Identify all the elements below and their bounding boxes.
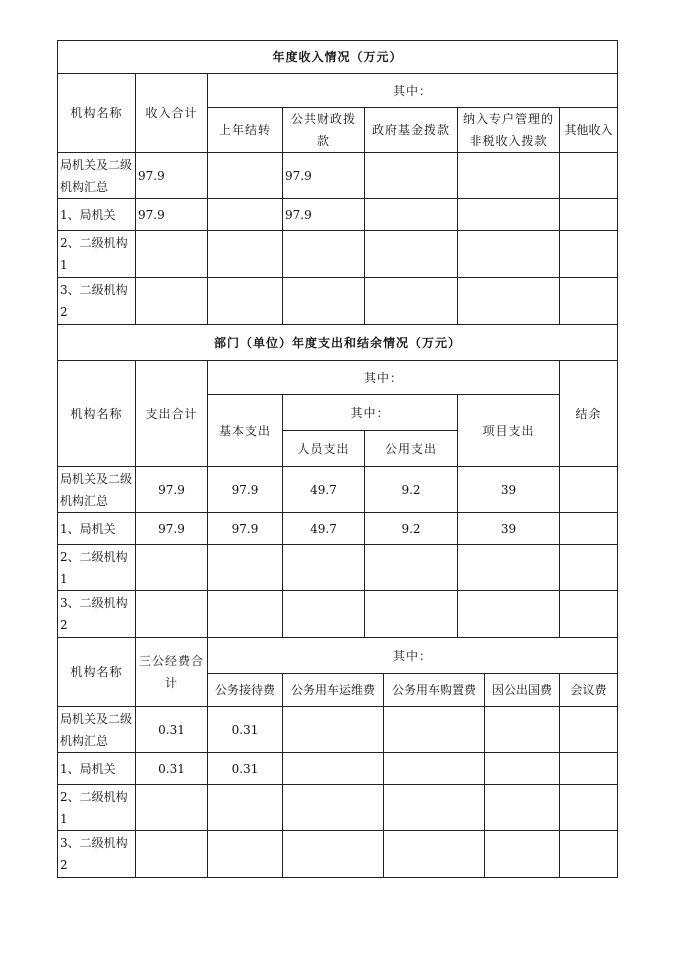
expense-project: 39 bbox=[458, 467, 560, 513]
org-name: 1、局机关 bbox=[58, 513, 136, 545]
income-other bbox=[560, 278, 618, 325]
income-fund bbox=[365, 278, 458, 325]
expense-project bbox=[458, 545, 560, 591]
sangong-car-buy bbox=[384, 785, 485, 831]
org-name: 3、二级机构2 bbox=[58, 591, 136, 638]
income-total: 97.9 bbox=[136, 153, 208, 199]
sangong-abroad bbox=[485, 753, 560, 785]
income-of-which-header: 其中： bbox=[208, 74, 618, 108]
income-prev bbox=[208, 231, 283, 278]
expense-personnel: 49.7 bbox=[283, 467, 365, 513]
income-nontax bbox=[458, 278, 560, 325]
sangong-total bbox=[136, 785, 208, 831]
income-title: 年度收入情况（万元） bbox=[58, 41, 618, 74]
expense-of-which-sub-header: 其中： bbox=[283, 395, 458, 431]
income-fund bbox=[365, 199, 458, 231]
sangong-reception bbox=[208, 831, 283, 878]
expense-balance bbox=[560, 467, 618, 513]
sangong-car-buy bbox=[384, 753, 485, 785]
sangong-col-car-ops: 公务用车运维费 bbox=[283, 674, 384, 707]
expense-balance bbox=[560, 591, 618, 638]
sangong-meeting bbox=[560, 707, 618, 753]
expense-project: 39 bbox=[458, 513, 560, 545]
income-col-public: 公共财政拨款 bbox=[283, 108, 365, 153]
expense-personnel bbox=[283, 591, 365, 638]
org-name: 局机关及二级机构汇总 bbox=[58, 467, 136, 513]
income-prev bbox=[208, 199, 283, 231]
sangong-car-buy bbox=[384, 831, 485, 878]
income-public: 97.9 bbox=[283, 153, 365, 199]
income-nontax bbox=[458, 199, 560, 231]
sangong-reception bbox=[208, 785, 283, 831]
budget-table bbox=[57, 40, 618, 878]
expense-title: 部门（单位）年度支出和结余情况（万元） bbox=[58, 325, 618, 361]
sangong-car-ops bbox=[283, 831, 384, 878]
sangong-total bbox=[136, 831, 208, 878]
income-total-header: 收入合计 bbox=[136, 74, 208, 153]
expense-project bbox=[458, 591, 560, 638]
sangong-col-car-buy: 公务用车购置费 bbox=[384, 674, 485, 707]
expense-total: 97.9 bbox=[136, 467, 208, 513]
income-fund bbox=[365, 153, 458, 199]
sangong-car-ops bbox=[283, 785, 384, 831]
table-row bbox=[58, 785, 618, 831]
income-col-other: 其他收入 bbox=[560, 108, 618, 153]
expense-public-use-header: 公用支出 bbox=[365, 431, 458, 467]
expense-total bbox=[136, 591, 208, 638]
sangong-abroad bbox=[485, 707, 560, 753]
sangong-car-ops bbox=[283, 753, 384, 785]
org-name: 1、局机关 bbox=[58, 753, 136, 785]
table-row bbox=[58, 591, 618, 638]
income-total: 97.9 bbox=[136, 199, 208, 231]
income-prev bbox=[208, 153, 283, 199]
expense-of-which-header: 其中： bbox=[208, 361, 560, 395]
expense-basic-header: 基本支出 bbox=[208, 395, 283, 467]
expense-org-name-header: 机构名称 bbox=[58, 361, 136, 467]
expense-public-use: 9.2 bbox=[365, 513, 458, 545]
table-row bbox=[58, 231, 618, 278]
sangong-total-header: 三公经费合计 bbox=[136, 638, 208, 707]
expense-balance bbox=[560, 545, 618, 591]
sangong-abroad bbox=[485, 831, 560, 878]
org-name: 局机关及二级机构汇总 bbox=[58, 153, 136, 199]
sangong-col-meeting: 会议费 bbox=[560, 674, 618, 707]
sangong-car-ops bbox=[283, 707, 384, 753]
sangong-abroad bbox=[485, 785, 560, 831]
table-row bbox=[58, 153, 618, 199]
income-col-nontax: 纳入专户管理的非税收入拨款 bbox=[458, 108, 560, 153]
expense-project-header: 项目支出 bbox=[458, 395, 560, 467]
expense-balance bbox=[560, 513, 618, 545]
sangong-total: 0.31 bbox=[136, 707, 208, 753]
income-prev bbox=[208, 278, 283, 325]
sangong-reception: 0.31 bbox=[208, 707, 283, 753]
table-row bbox=[58, 753, 618, 785]
income-total bbox=[136, 278, 208, 325]
table-row bbox=[58, 199, 618, 231]
table-row bbox=[58, 545, 618, 591]
sangong-reception: 0.31 bbox=[208, 753, 283, 785]
income-col-fund: 政府基金拨款 bbox=[365, 108, 458, 153]
sangong-of-which-header: 其中： bbox=[208, 638, 618, 674]
sangong-meeting bbox=[560, 785, 618, 831]
expense-basic: 97.9 bbox=[208, 467, 283, 513]
table-row bbox=[58, 707, 618, 753]
table-row bbox=[58, 467, 618, 513]
sangong-org-name-header: 机构名称 bbox=[58, 638, 136, 707]
expense-personnel bbox=[283, 545, 365, 591]
income-public bbox=[283, 278, 365, 325]
expense-personnel-header: 人员支出 bbox=[283, 431, 365, 467]
org-name: 2、二级机构1 bbox=[58, 545, 136, 591]
income-other bbox=[560, 231, 618, 278]
expense-personnel: 49.7 bbox=[283, 513, 365, 545]
expense-total bbox=[136, 545, 208, 591]
income-public bbox=[283, 231, 365, 278]
income-public: 97.9 bbox=[283, 199, 365, 231]
expense-total-header: 支出合计 bbox=[136, 361, 208, 467]
sangong-car-buy bbox=[384, 707, 485, 753]
expense-public-use bbox=[365, 591, 458, 638]
expense-basic: 97.9 bbox=[208, 513, 283, 545]
org-name: 局机关及二级机构汇总 bbox=[58, 707, 136, 753]
table-row bbox=[58, 513, 618, 545]
sangong-col-reception: 公务接待费 bbox=[208, 674, 283, 707]
table-row bbox=[58, 278, 618, 325]
income-nontax bbox=[458, 231, 560, 278]
org-name: 1、局机关 bbox=[58, 199, 136, 231]
income-col-prev: 上年结转 bbox=[208, 108, 283, 153]
expense-balance-header: 结余 bbox=[560, 361, 618, 467]
org-name: 3、二级机构2 bbox=[58, 831, 136, 878]
org-name: 2、二级机构1 bbox=[58, 231, 136, 278]
sangong-total: 0.31 bbox=[136, 753, 208, 785]
income-fund bbox=[365, 231, 458, 278]
sangong-meeting bbox=[560, 831, 618, 878]
org-name: 3、二级机构2 bbox=[58, 278, 136, 325]
income-total bbox=[136, 231, 208, 278]
income-other bbox=[560, 153, 618, 199]
expense-basic bbox=[208, 545, 283, 591]
expense-public-use: 9.2 bbox=[365, 467, 458, 513]
expense-basic bbox=[208, 591, 283, 638]
income-nontax bbox=[458, 153, 560, 199]
sangong-meeting bbox=[560, 753, 618, 785]
table-row bbox=[58, 831, 618, 878]
income-other bbox=[560, 199, 618, 231]
expense-public-use bbox=[365, 545, 458, 591]
org-name: 2、二级机构1 bbox=[58, 785, 136, 831]
income-org-name-header: 机构名称 bbox=[58, 74, 136, 153]
expense-total: 97.9 bbox=[136, 513, 208, 545]
sangong-col-abroad: 因公出国费 bbox=[485, 674, 560, 707]
